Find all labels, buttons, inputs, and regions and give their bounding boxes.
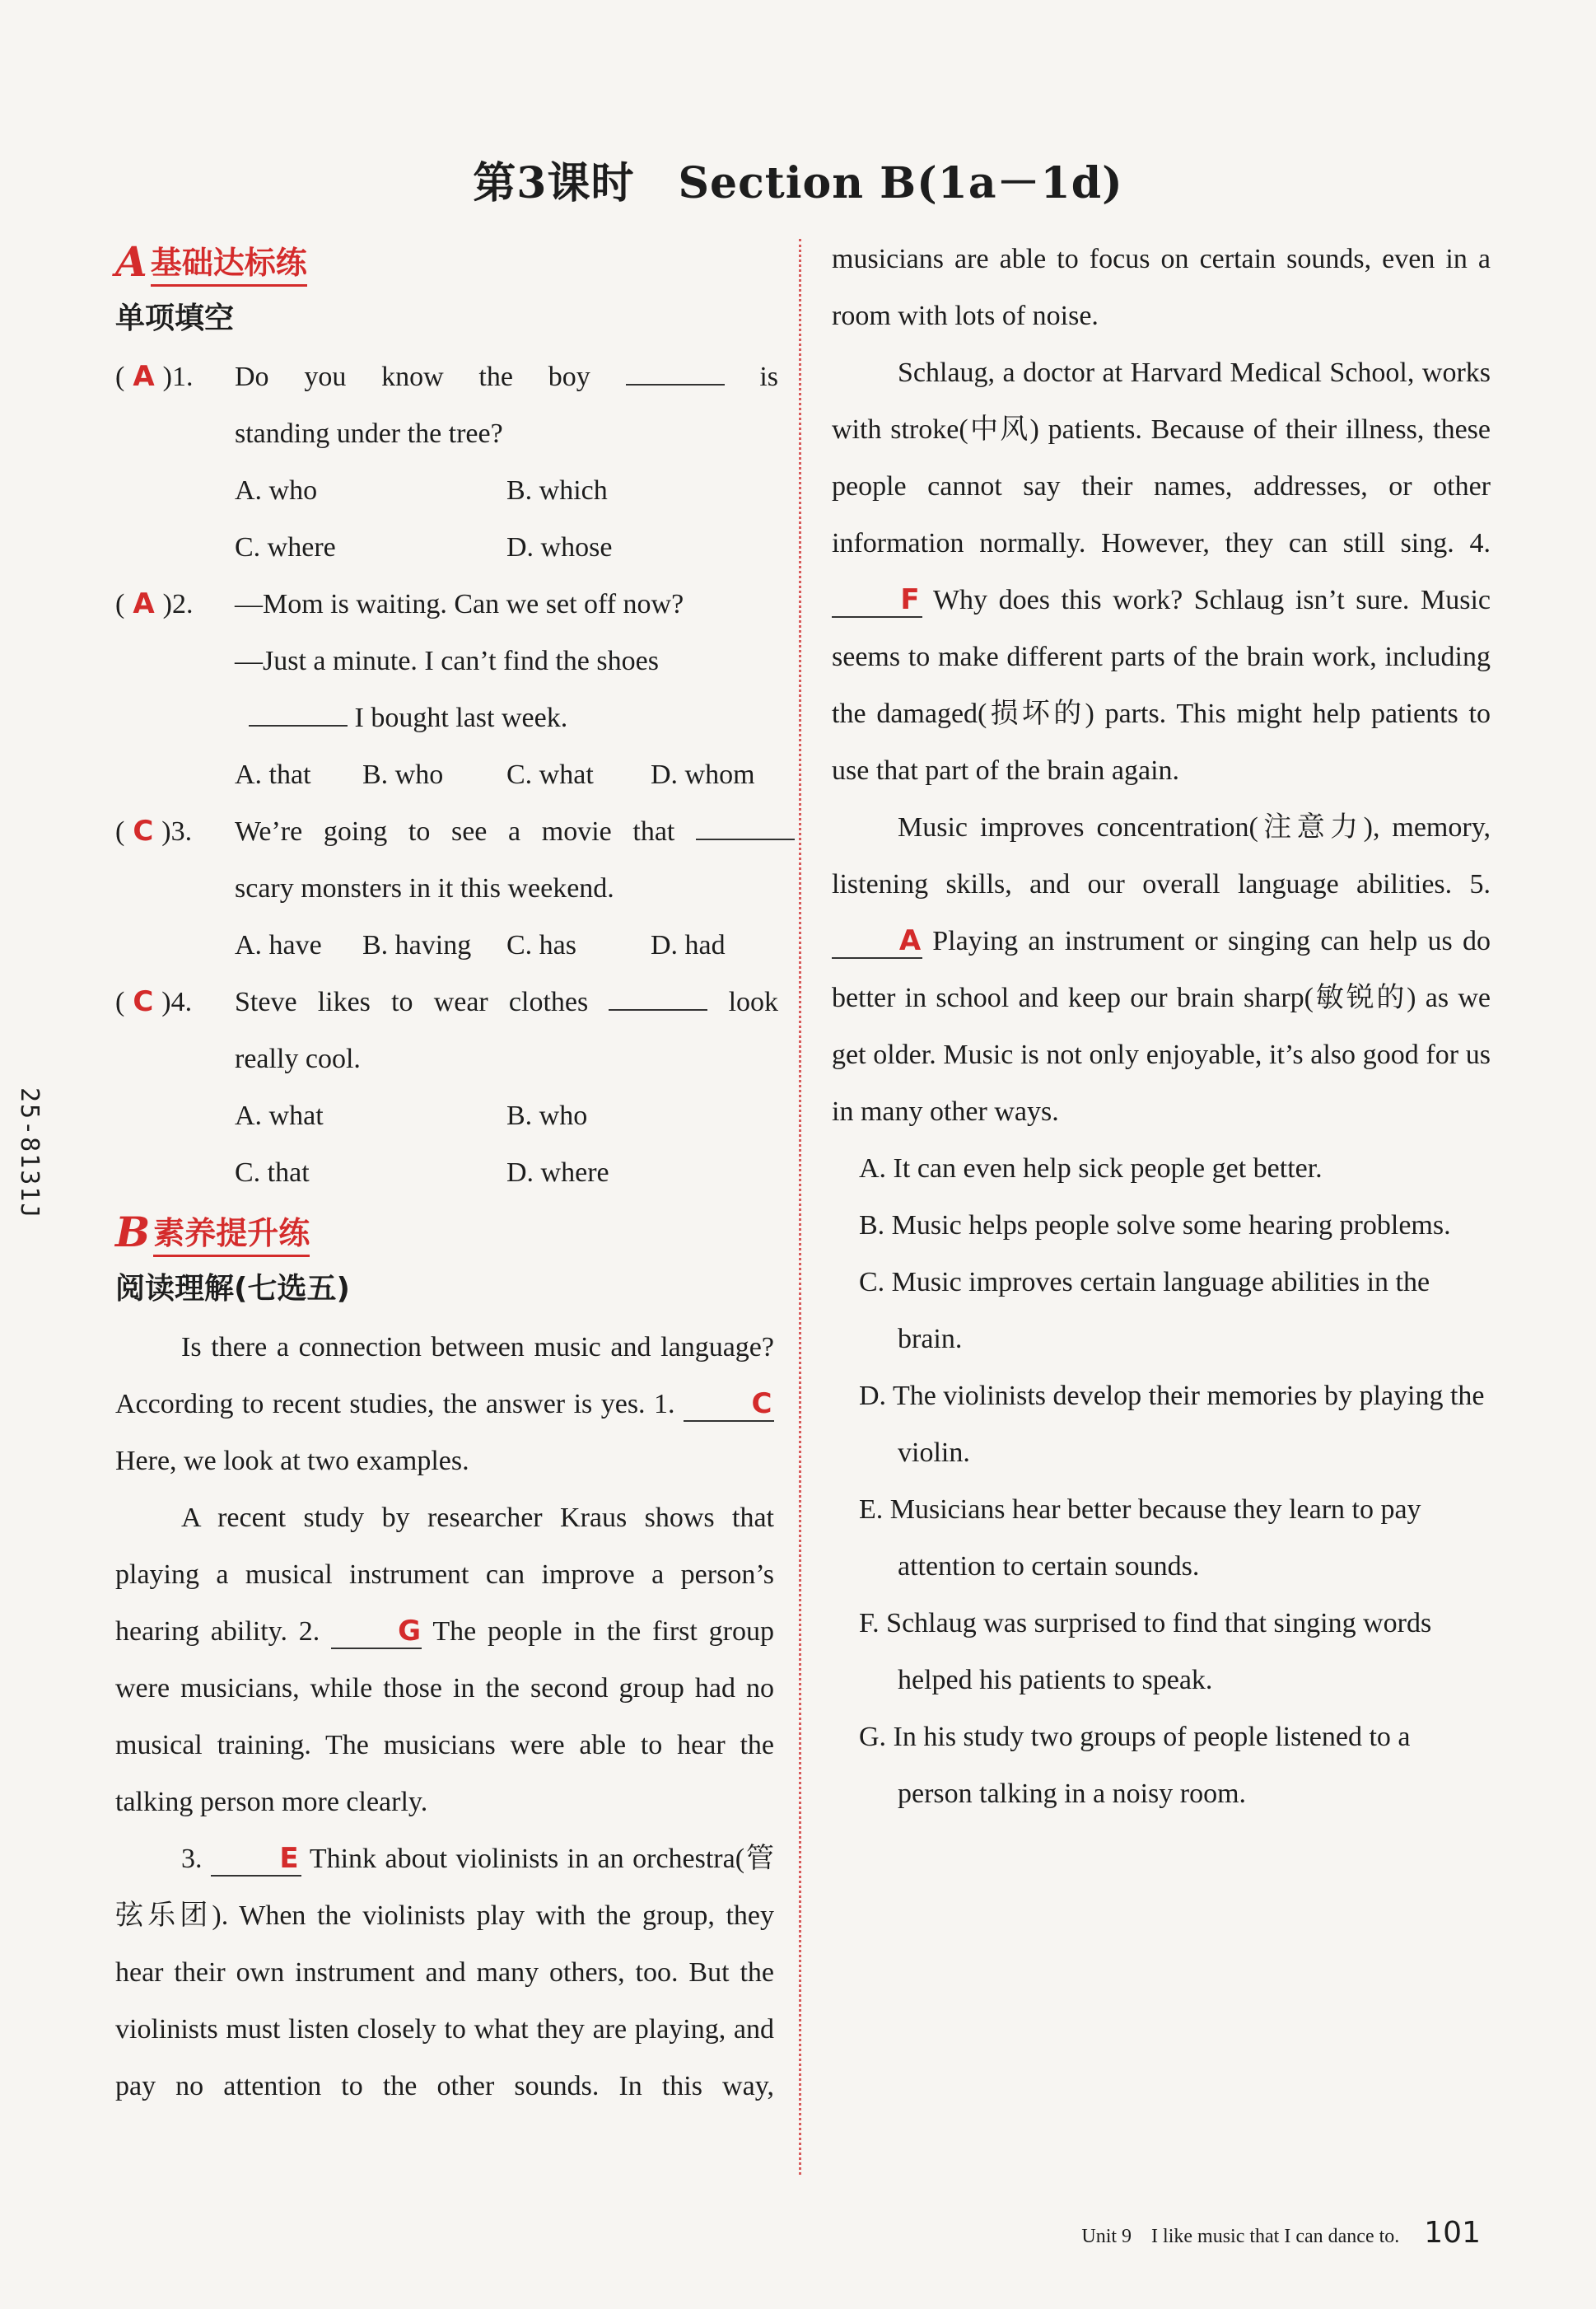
option-c: C. Music improves certain language abilities in the brain. [859, 1267, 1430, 1354]
paragraph-text: Music improves concentration(注意力), memory, listening skills, and our overall language abilities. 5. [832, 812, 1491, 900]
section-b-badge: B [115, 1208, 151, 1256]
question-4: ( C )4. Steve likes to wear clothes look really cool. A. what B. who C. that D. where [115, 974, 774, 1201]
section-b-header [115, 1208, 774, 1257]
fill-answer-5: A [832, 924, 922, 959]
section-b-subtitle: 阅读理解(七选五) [115, 1272, 350, 1306]
page-title: 第3课时 Section B(1a－1d) [473, 158, 1123, 208]
footer [1081, 2216, 1481, 2250]
blank [609, 984, 707, 1011]
option-b: B. Music helps people solve some hearing problems. [859, 1210, 1451, 1241]
option: A. what [235, 1101, 324, 1131]
column-divider [799, 239, 801, 2175]
option-f: F. Schlaug was surprised to find that singing words helped his patients to speak. [859, 1608, 1432, 1695]
option: A. that [235, 760, 311, 790]
paragraph-text: Is there a connection between music and language? According to recent studies, the answer is yes. 1. [115, 1332, 774, 1419]
question-2: ( A )2. —Mom is waiting. Can we set off now? —Just a minute. I can’t find the shoes I bought last week. A. that B. who C. what D. whom [115, 576, 774, 803]
question-number: 4. [170, 987, 193, 1017]
section-a-badge: A [115, 237, 147, 286]
paragraph-text: The people in the first group were musicians, while those in the second group had no musical training. The musicians were able to hear the talking person more clearly. [115, 1616, 775, 1817]
question-text: scary monsters in it this weekend. [235, 873, 614, 904]
passage-paragraph-1 [115, 1319, 774, 1489]
paragraph-text: Schlaug, a doctor at Harvard Medical School, works with stroke(中风) patients. Because of their illness, these people cannot say their names, addresses, or other information normally. However, they can still sing. 4. [832, 358, 1491, 559]
fill-answer-1: C [684, 1387, 774, 1422]
question-text: really cool. [235, 1044, 361, 1074]
option: C. that [235, 1157, 310, 1188]
fill-answer-4: F [832, 583, 922, 618]
question-number: 3. [170, 816, 193, 847]
section-b-label: 素养提升练 [153, 1208, 310, 1257]
option-e: E. Musicians hear better because they learn to pay attention to certain sounds. [859, 1494, 1421, 1582]
page-number: 101 [1424, 2216, 1481, 2250]
passage-paragraph-3 [115, 1830, 774, 2115]
blank [249, 700, 348, 727]
option-g: G. In his study two groups of people listened to a person talking in a noisy room. [859, 1722, 1411, 1809]
passage-paragraph-2 [115, 1489, 774, 1830]
right-column [832, 231, 1491, 1822]
answer-2: A [133, 587, 155, 620]
option: C. where [235, 532, 336, 563]
option: B. who [506, 1101, 588, 1131]
option-a: A. It can even help sick people get better. [859, 1153, 1323, 1184]
question-number: 2. [171, 589, 194, 619]
option: D. whose [506, 532, 613, 563]
answer-1: A [133, 360, 155, 393]
passage-paragraph-5 [832, 799, 1491, 1140]
question-3: ( C )3. We’re going to see a movie that scary monsters in it this weekend. A. have B. having C. has D. had [115, 803, 774, 974]
question-1: ( A )1. Do you know the boy is standing under the tree? A. who B. which C. where D. whose [115, 348, 774, 576]
question-text: Do you know the boy [235, 362, 590, 392]
question-text: —Mom is waiting. Can we set off now? [235, 589, 684, 619]
section-a-header [115, 237, 774, 287]
answer-3: C [133, 815, 154, 848]
question-text: look [728, 987, 779, 1017]
question-text: I bought last week. [354, 703, 568, 733]
question-text: We’re going to see a movie that [235, 816, 675, 847]
section-a-subtitle: 单项填空 [115, 301, 235, 335]
footer-unit: Unit 9 I like music that I can dance to. [1081, 2226, 1400, 2247]
option: D. where [506, 1157, 609, 1188]
answer-options [832, 1140, 1491, 1822]
paragraph-text: Think about violinists in an orchestra(管弦乐团). When the violinists play with the group, they hear their own instrument and many others, too. But the violinists must listen closely to what they are playing, and pay no attention to the other sounds. In this way, [115, 1844, 774, 2101]
left-column [115, 231, 779, 2115]
paragraph-text: A recent study by researcher Kraus shows that playing a musical instrument can improve a person’s hearing ability. 2. [115, 1503, 774, 1647]
question-number: 1. [171, 362, 194, 392]
question-text: is [759, 362, 778, 392]
passage-paragraph-3-continued: musicians are able to focus on certain sounds, even in a room with lots of noise. [832, 244, 1491, 331]
option: A. who [235, 475, 318, 506]
paragraph-text: Playing an instrument or singing can help us do better in school and keep our brain sharp(敏锐的) as we get older. Music is not only enjoyable, it’s also good for us in many other ways. [832, 926, 1491, 1127]
question-text: standing under the tree? [235, 418, 503, 449]
paragraph-text: Here, we look at two examples. [115, 1446, 469, 1476]
option: C. what [506, 760, 594, 790]
question-text: Steve likes to wear clothes [235, 987, 589, 1017]
question-text: —Just a minute. I can’t find the shoes [235, 646, 659, 676]
fill-answer-2: G [331, 1615, 422, 1649]
blank [626, 359, 725, 386]
paragraph-text: 3. [181, 1844, 203, 1874]
option: D. whom [651, 760, 755, 790]
option: B. which [506, 475, 608, 506]
fill-answer-3: E [211, 1842, 301, 1877]
answer-4: C [133, 985, 154, 1018]
section-a-label: 基础达标练 [151, 237, 307, 287]
option: B. who [362, 760, 444, 790]
paragraph-text: Why does this work? Schlaug isn’t sure. Music seems to make different parts of the brain work, including the damaged(损坏的) parts. This might help patients to use that part of the brain again. [832, 585, 1491, 786]
option: B. having [362, 930, 472, 961]
option: A. have [235, 930, 322, 961]
passage-paragraph-4 [832, 344, 1491, 799]
option-d: D. The violinists develop their memories by playing the violin. [859, 1381, 1485, 1468]
option: C. has [506, 930, 576, 961]
blank [696, 814, 795, 840]
side-code: 25-8131J [15, 1087, 44, 1220]
option: D. had [651, 930, 726, 961]
